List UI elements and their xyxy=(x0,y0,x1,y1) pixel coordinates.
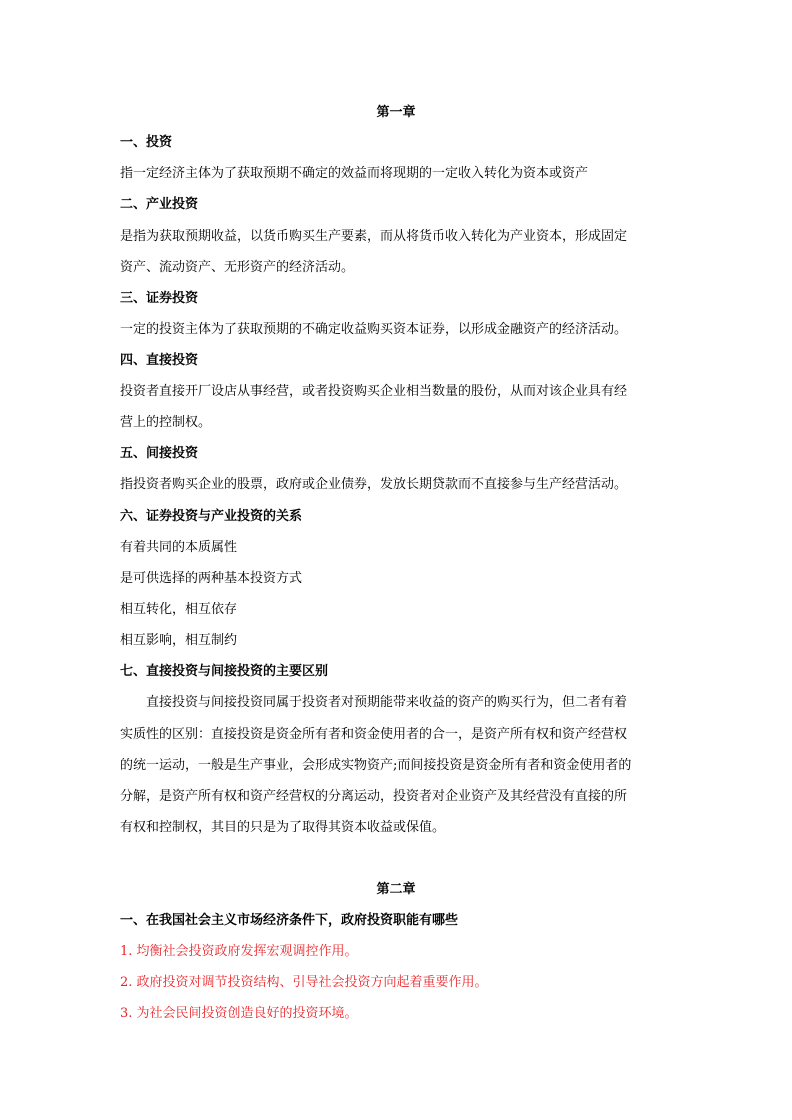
list-item: 有着共同的本质属性 xyxy=(120,540,238,555)
list-item: 相互影响，相互制约 xyxy=(120,633,238,648)
list-item: 2. 政府投资对调节投资结构、引导社会投资方向起着重要作用。 xyxy=(120,975,488,990)
chapter-1-title: 第一章 xyxy=(376,105,416,120)
section-heading: 一、投资 xyxy=(120,135,173,150)
section-heading: 四、直接投资 xyxy=(120,353,199,368)
list-item: 1. 均衡社会投资政府发挥宏观调控作用。 xyxy=(120,944,358,959)
section-heading: 二、产业投资 xyxy=(120,197,199,212)
section-heading: 三、证券投资 xyxy=(120,291,199,306)
section-heading: 六、证券投资与产业投资的关系 xyxy=(120,509,303,524)
list-item: 相互转化，相互依存 xyxy=(120,602,238,617)
paragraph-line: 实质性的区别：直接投资是资金所有者和资金使用者的合一，是资产所有权和资产经营权 xyxy=(120,727,628,742)
paragraph-line: 投资者直接开厂设店从事经营，或者投资购买企业相当数量的股份，从而对该企业具有经 xyxy=(120,384,628,399)
paragraph-line: 的统一运动，一般是生产事业，会形成实物资产;而间接投资是资金所有者和资金使用者的 xyxy=(120,758,632,773)
list-item: 3. 为社会民间投资创造良好的投资环境。 xyxy=(120,1006,358,1021)
paragraph-line: 指投资者购买企业的股票，政府或企业债券，发放长期贷款而不直接参与生产经营活动。 xyxy=(120,477,628,492)
paragraph-line: 指一定经济主体为了获取预期不确定的效益而将现期的一定收入转化为资本或资产 xyxy=(120,166,589,181)
section-heading: 七、直接投资与间接投资的主要区别 xyxy=(120,664,329,679)
section-heading: 五、间接投资 xyxy=(120,446,199,461)
chapter-2-title: 第二章 xyxy=(376,882,416,897)
paragraph-line: 一定的投资主体为了获取预期的不确定收益购买资本证券，以形成金融资产的经济活动。 xyxy=(120,322,628,337)
list-item: 是可供选择的两种基本投资方式 xyxy=(120,571,303,586)
paragraph-line: 有权和控制权，其目的只是为了取得其资本收益或保值。 xyxy=(120,820,446,835)
paragraph-line: 营上的控制权。 xyxy=(120,415,212,430)
paragraph-line: 是指为获取预期收益，以货币购买生产要素，而从将货币收入转化为产业资本，形成固定 xyxy=(120,229,628,244)
paragraph-line: 资产、流动资产、无形资产的经济活动。 xyxy=(120,260,355,275)
section-heading: 一、在我国社会主义市场经济条件下，政府投资职能有哪些 xyxy=(120,913,459,928)
paragraph-line: 直接投资与间接投资同属于投资者对预期能带来收益的资产的购买行为，但二者有着 xyxy=(146,695,628,710)
paragraph-line: 分解，是资产所有权和资产经营权的分离运动，投资者对企业资产及其经营没有直接的所 xyxy=(120,789,628,804)
